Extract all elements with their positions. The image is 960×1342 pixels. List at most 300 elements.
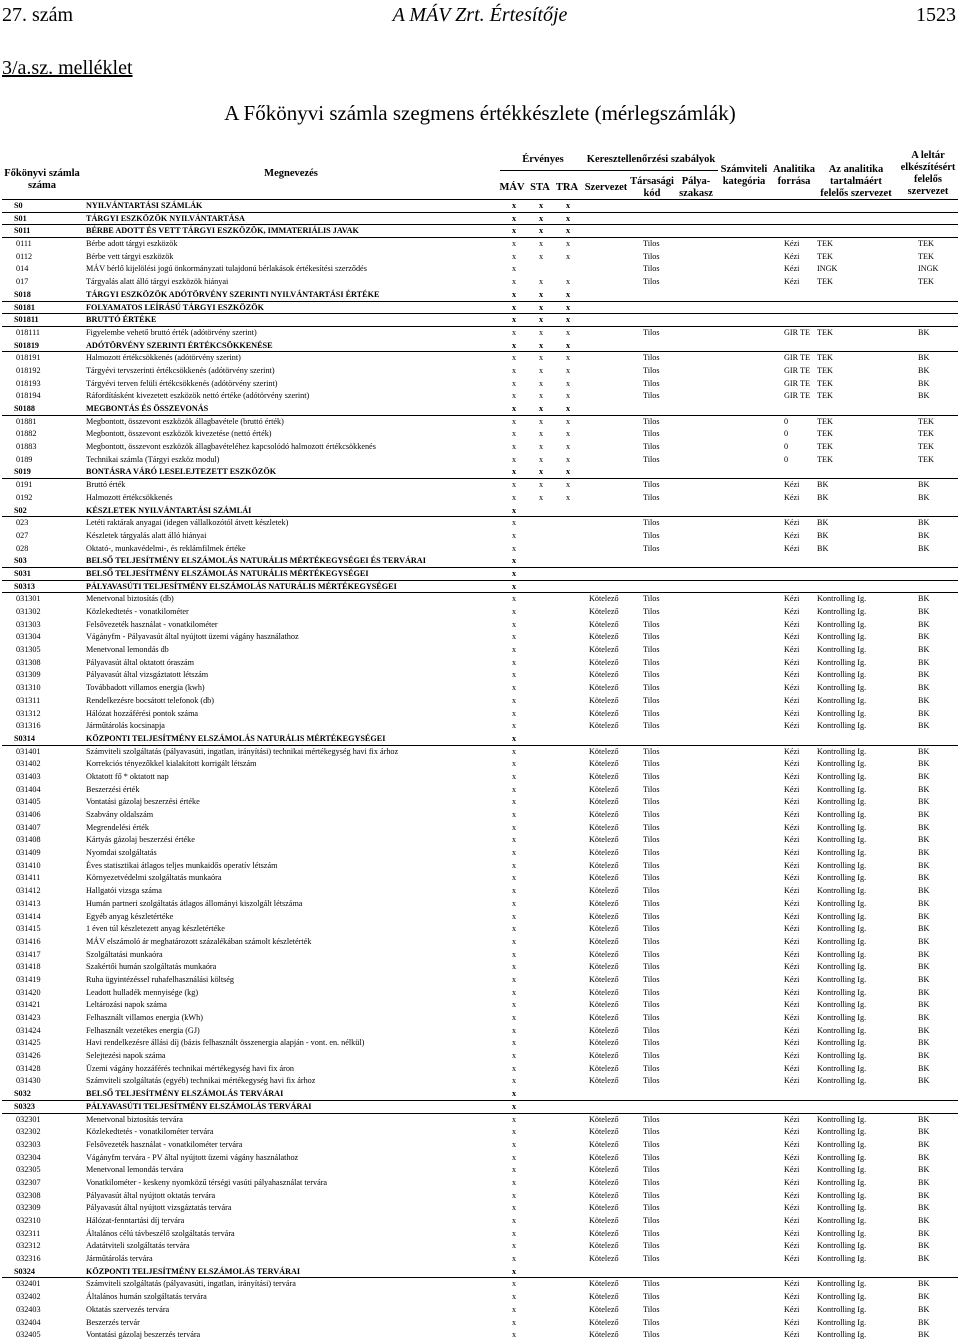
cell-code: S0 — [14, 201, 23, 210]
cell-forras: Kézi — [784, 1063, 800, 1073]
cell-name: Járműtárolás tervára — [86, 1254, 153, 1264]
cell-tars: Tilos — [643, 518, 660, 528]
cell-mav: x — [512, 670, 517, 680]
cell-forras: GIR TE — [784, 327, 811, 337]
cell-leltar: BK — [918, 860, 930, 870]
cell-anal: Kontrolling Ig. — [817, 1304, 867, 1314]
table-section-row — [0, 733, 960, 746]
cell-mav: x — [512, 480, 517, 490]
cell-leltar: BK — [918, 708, 930, 718]
cell-mav: x — [512, 733, 517, 743]
table-row — [0, 1139, 960, 1152]
cell-mav: x — [512, 962, 517, 972]
cell-mav: x — [512, 277, 517, 287]
cell-leltar: BK — [918, 1241, 930, 1251]
cell-leltar: BK — [918, 1292, 930, 1302]
cell-forras: 0 — [784, 416, 789, 426]
cell-leltar: BK — [918, 518, 930, 528]
cell-leltar: BK — [918, 822, 930, 832]
cell-tars: Tilos — [643, 480, 660, 490]
cell-name: Éves statisztikai átlagos teljes munkaidős operatív létszám — [86, 860, 278, 870]
table-row — [0, 606, 960, 619]
cell-mav: x — [512, 936, 517, 946]
cell-code: 031411 — [16, 873, 41, 883]
cell-sta: x — [539, 480, 544, 490]
cell-name: Nyomdai szolgáltatás — [86, 848, 157, 858]
cell-code: 031403 — [16, 771, 41, 781]
cell-tra: x — [566, 315, 571, 325]
cell-name: Leadott hulladék mennyisége (kg) — [86, 987, 199, 997]
table-row — [0, 352, 960, 365]
cell-leltar: BK — [918, 607, 930, 616]
cell-leltar: BK — [918, 1165, 930, 1175]
cell-mav: x — [512, 1317, 517, 1327]
cell-anal: Kontrolling Ig. — [817, 657, 867, 667]
cell-mav: x — [512, 454, 517, 464]
cell-code: 014 — [16, 264, 29, 274]
cell-forras: Kézi — [784, 746, 800, 756]
cell-name: KÖZPONTI TELJESÍTMÉNY ELSZÁMOLÁS TERVÁRAI — [86, 1266, 301, 1276]
table-row — [0, 454, 960, 467]
cell-tars: Tilos — [643, 1013, 660, 1022]
cell-forras: Kézi — [784, 962, 800, 972]
cell-tars: Tilos — [643, 645, 660, 655]
cell-mav: x — [512, 721, 517, 731]
cell-code: S0313 — [14, 581, 35, 591]
cell-name: Oktatás szervezés tervára — [86, 1304, 170, 1314]
cell-sta: x — [539, 467, 544, 477]
table-section-row — [0, 340, 960, 353]
cell-szerv: Kötelező — [589, 848, 619, 858]
cell-name: Szolgáltatási munkaóra — [86, 949, 163, 959]
cell-mav: x — [512, 898, 517, 908]
cell-tars: Tilos — [643, 759, 660, 769]
cell-anal: TEK — [817, 454, 833, 464]
cell-code: 018191 — [16, 353, 41, 363]
cell-mav: x — [512, 759, 517, 769]
cell-tra: x — [566, 404, 571, 413]
cell-leltar: BK — [918, 543, 930, 553]
cell-leltar: TEK — [918, 251, 934, 261]
cell-code: S031 — [14, 568, 31, 578]
cell-anal: TEK — [817, 327, 833, 337]
cell-leltar: BK — [918, 1063, 930, 1073]
table-row — [0, 416, 960, 429]
cell-code: 032309 — [16, 1203, 41, 1213]
cell-mav: x — [512, 1190, 517, 1200]
cell-leltar: BK — [918, 924, 930, 934]
cell-code: 031311 — [16, 695, 41, 705]
cell-code: 031413 — [16, 898, 41, 908]
cell-code: 032312 — [16, 1241, 41, 1251]
cell-mav: x — [512, 695, 517, 705]
cell-mav: x — [512, 442, 517, 452]
table-row — [0, 784, 960, 797]
table-row — [0, 1240, 960, 1253]
cell-code: 031310 — [16, 683, 41, 693]
cell-tars: Tilos — [643, 429, 660, 439]
cell-code: 01883 — [16, 442, 37, 452]
table-section-row — [0, 403, 960, 416]
cell-forras: Kézi — [784, 1228, 800, 1238]
cell-code: 031425 — [16, 1038, 41, 1048]
cell-leltar: BK — [918, 632, 930, 642]
table-row — [0, 860, 960, 873]
table-row — [0, 1012, 960, 1025]
cell-leltar: BK — [918, 1330, 930, 1340]
cell-mav: x — [512, 1216, 517, 1225]
table-row — [0, 796, 960, 809]
cell-szerv: Kötelező — [589, 619, 619, 629]
cell-tars: Tilos — [643, 1038, 660, 1048]
cell-tars: Tilos — [643, 670, 660, 680]
cell-name: Megbontott, összevont eszközök kivezetése (nettó érték) — [86, 429, 272, 439]
cell-sta: x — [539, 492, 544, 502]
cell-szerv: Kötelező — [589, 1025, 619, 1035]
cell-mav: x — [512, 1177, 517, 1187]
cell-szerv: Kötelező — [589, 1127, 619, 1137]
cell-forras: Kézi — [784, 683, 800, 693]
cell-tars: Tilos — [643, 264, 660, 274]
cell-anal: Kontrolling Ig. — [817, 898, 867, 908]
cell-sta: x — [539, 442, 544, 452]
cell-leltar: BK — [918, 1038, 930, 1048]
cell-mav: x — [512, 1076, 517, 1086]
cell-code: 031409 — [16, 848, 41, 858]
cell-tars: Tilos — [643, 239, 660, 249]
cell-szerv: Kötelező — [589, 1000, 619, 1010]
cell-name: MEGBONTÁS ÉS ÖSSZEVONÁS — [86, 404, 209, 413]
cell-code: 023 — [16, 518, 29, 528]
cell-name: Technikai számla (Tárgyi eszköz modul) — [86, 454, 220, 464]
cell-anal: Kontrolling Ig. — [817, 1152, 867, 1162]
cell-leltar: BK — [918, 391, 930, 401]
cell-tars: Tilos — [643, 695, 660, 705]
cell-anal: Kontrolling Ig. — [817, 1139, 867, 1149]
cell-code: S011 — [14, 226, 31, 236]
table-section-row — [0, 1101, 960, 1114]
cell-szerv: Kötelező — [589, 1203, 619, 1213]
cell-name: Továbbadott villamos energia (kwh) — [86, 683, 205, 693]
col-header-megnevezes: Megnevezés — [264, 168, 318, 179]
table-row — [0, 1063, 960, 1076]
cell-leltar: BK — [918, 1025, 930, 1035]
table-row — [0, 682, 960, 695]
table-row — [0, 619, 960, 632]
table-row — [0, 1317, 960, 1330]
cell-name: Készletek tárgyalás alatt álló hiányai — [86, 530, 207, 540]
cell-szerv: Kötelező — [589, 632, 619, 642]
cell-forras: Kézi — [784, 936, 800, 946]
table-row — [0, 974, 960, 987]
table-row — [0, 441, 960, 454]
table-row — [0, 1025, 960, 1038]
cell-forras: Kézi — [784, 1076, 800, 1086]
cell-anal: Kontrolling Ig. — [817, 1190, 867, 1200]
table-row — [0, 238, 960, 251]
col-header-kereszt: Keresztellenőrzési szabályok — [586, 154, 716, 165]
cell-name: Pályavasút által oktatott óraszám — [86, 657, 194, 667]
cell-forras: Kézi — [784, 492, 800, 502]
cell-code: 032308 — [16, 1190, 41, 1200]
cell-leltar: TEK — [918, 442, 934, 452]
cell-forras: Kézi — [784, 251, 800, 261]
table-row — [0, 657, 960, 670]
cell-anal: Kontrolling Ig. — [817, 1076, 867, 1086]
cell-forras: Kézi — [784, 1139, 800, 1149]
cell-szerv: Kötelező — [589, 708, 619, 718]
cell-tars: Tilos — [643, 962, 660, 972]
cell-mav: x — [512, 1152, 517, 1162]
table-row — [0, 1215, 960, 1228]
cell-mav: x — [512, 518, 517, 528]
cell-forras: 0 — [784, 454, 789, 464]
cell-tars: Tilos — [643, 1114, 660, 1124]
cell-tars: Tilos — [643, 974, 660, 984]
cell-code: 031418 — [16, 962, 41, 972]
table-row — [0, 1228, 960, 1241]
cell-code: S0323 — [14, 1101, 35, 1111]
cell-code: S0188 — [14, 404, 35, 413]
cell-anal: Kontrolling Ig. — [817, 1165, 867, 1175]
table-row — [0, 746, 960, 759]
cell-tra: x — [566, 378, 571, 388]
cell-anal: Kontrolling Ig. — [817, 784, 867, 794]
table-row — [0, 1278, 960, 1291]
cell-name: Tárgyévi terven felüli értékcsökkenés (adótörvény szerint) — [86, 378, 278, 388]
cell-szerv: Kötelező — [589, 835, 619, 845]
cell-forras: Kézi — [784, 1190, 800, 1200]
cell-name: Felhasznált villamos energia (kWh) — [86, 1013, 203, 1022]
col-header-ervenyes: Érvényes — [522, 154, 564, 165]
cell-name: Korrekciós tényezőkkel kialakított korrigált létszám — [86, 759, 257, 769]
table-section-row — [0, 568, 960, 581]
table-row — [0, 949, 960, 962]
cell-name: KÖZPONTI TELJESÍTMÉNY ELSZÁMOLÁS NATURÁLIS MÉRTÉKEGYSÉGEI — [86, 733, 386, 743]
cell-sta: x — [539, 353, 544, 363]
table-row — [0, 885, 960, 898]
cell-szerv: Kötelező — [589, 683, 619, 693]
cell-code: 031426 — [16, 1051, 41, 1061]
cell-mav: x — [512, 1203, 517, 1213]
cell-name: Szakértői humán szolgáltatás munkaóra — [86, 962, 217, 972]
col-header-mav: MÁV — [499, 182, 525, 193]
cell-szerv: Kötelező — [589, 670, 619, 680]
cell-name: PÁLYAVASÚTI TELJESÍTMÉNY ELSZÁMOLÁS TERVÁRAI — [86, 1101, 312, 1111]
cell-forras: Kézi — [784, 987, 800, 997]
cell-name: BONTÁSRA VÁRÓ LESELEJTEZETT ESZKÖZÖK — [86, 467, 277, 477]
table-row — [0, 936, 960, 949]
cell-anal: Kontrolling Ig. — [817, 1114, 867, 1124]
cell-mav: x — [512, 467, 517, 477]
cell-leltar: BK — [918, 1076, 930, 1086]
cell-code: 031304 — [16, 632, 41, 642]
cell-leltar: BK — [918, 974, 930, 984]
cell-szerv: Kötelező — [589, 1241, 619, 1251]
cell-code: 0112 — [16, 251, 33, 261]
table-row — [0, 872, 960, 885]
cell-anal: Kontrolling Ig. — [817, 962, 867, 972]
cell-leltar: TEK — [918, 416, 934, 426]
cell-code: 031420 — [16, 987, 41, 997]
cell-code: 032304 — [16, 1152, 41, 1162]
cell-anal: Kontrolling Ig. — [817, 911, 867, 921]
cell-leltar: BK — [918, 949, 930, 959]
cell-szerv: Kötelező — [589, 949, 619, 959]
cell-leltar: BK — [918, 480, 930, 490]
table-row — [0, 847, 960, 860]
cell-mav: x — [512, 873, 517, 883]
cell-mav: x — [512, 683, 517, 693]
cell-code: 032303 — [16, 1139, 41, 1149]
cell-leltar: TEK — [918, 277, 934, 287]
cell-anal: Kontrolling Ig. — [817, 632, 867, 642]
cell-anal: Kontrolling Ig. — [817, 771, 867, 781]
cell-tars: Tilos — [643, 543, 660, 553]
cell-mav: x — [512, 1266, 517, 1276]
cell-tra: x — [566, 239, 571, 249]
cell-anal: Kontrolling Ig. — [817, 860, 867, 870]
cell-leltar: BK — [918, 1000, 930, 1010]
cell-code: 031312 — [16, 708, 41, 718]
col-header-sta: STA — [530, 182, 550, 193]
cell-anal: Kontrolling Ig. — [817, 1330, 867, 1340]
cell-anal: BK — [817, 480, 829, 490]
cell-anal: Kontrolling Ig. — [817, 974, 867, 984]
cell-name: Bérbe vett tárgyi eszközök — [86, 251, 174, 261]
cell-szerv: Kötelező — [589, 1279, 619, 1289]
table-section-row — [0, 1266, 960, 1279]
cell-anal: Kontrolling Ig. — [817, 1025, 867, 1035]
cell-forras: Kézi — [784, 784, 800, 794]
cell-mav: x — [512, 1013, 517, 1022]
cell-code: S032 — [14, 1089, 31, 1099]
cell-name: Figyelembe vehető bruttó érték (adótörvény szerint) — [86, 327, 257, 337]
cell-code: 031405 — [16, 797, 41, 807]
table-row — [0, 327, 960, 340]
cell-code: S01 — [14, 213, 27, 223]
cell-tra: x — [566, 289, 571, 299]
cell-name: Vontatási gázolaj beszerzési értéke — [86, 797, 200, 807]
cell-tra: x — [566, 454, 571, 464]
cell-code: 017 — [16, 277, 29, 287]
cell-anal: Kontrolling Ig. — [817, 873, 867, 883]
cell-anal: Kontrolling Ig. — [817, 822, 867, 832]
cell-code: 031301 — [16, 594, 41, 604]
cell-name: Oktató-, munkavédelmi-, és reklámfilmek értéke — [86, 543, 246, 553]
cell-code: S018 — [14, 289, 31, 299]
cell-tars: Tilos — [643, 1025, 660, 1035]
cell-leltar: BK — [918, 1279, 930, 1289]
cell-code: S01819 — [14, 340, 40, 350]
cell-tars: Tilos — [643, 822, 660, 832]
cell-tars: Tilos — [643, 353, 660, 363]
cell-anal: TEK — [817, 365, 833, 375]
cell-forras: GIR TE — [784, 353, 811, 363]
cell-code: 032305 — [16, 1165, 41, 1175]
cell-mav: x — [512, 1114, 517, 1124]
cell-leltar: BK — [918, 886, 930, 896]
cell-sta: x — [539, 416, 544, 426]
cell-anal: Kontrolling Ig. — [817, 1013, 867, 1022]
cell-mav: x — [512, 1165, 517, 1175]
cell-szerv: Kötelező — [589, 1013, 619, 1022]
cell-mav: x — [512, 416, 517, 426]
cell-tars: Tilos — [643, 1292, 660, 1302]
cell-forras: Kézi — [784, 924, 800, 934]
cell-code: S0324 — [14, 1266, 35, 1276]
cell-name: Általános célú távbeszélő szolgáltatás tervára — [86, 1228, 235, 1238]
cell-name: Számviteli szolgáltatás (egyéb) technikai mértékegység havi fix árhoz — [86, 1076, 316, 1086]
cell-szerv: Kötelező — [589, 695, 619, 705]
col-header-analitika-forras: Analitika forrása — [772, 164, 815, 187]
cell-mav: x — [512, 924, 517, 934]
cell-mav: x — [512, 860, 517, 870]
cell-leltar: BK — [918, 936, 930, 946]
cell-name: Felsővezeték használat - vonatkilométer tervára — [86, 1139, 243, 1149]
cell-anal: Kontrolling Ig. — [817, 886, 867, 896]
table-row — [0, 378, 960, 391]
cell-mav: x — [512, 1063, 517, 1073]
cell-leltar: INGK — [918, 264, 939, 274]
cell-leltar: BK — [918, 645, 930, 655]
cell-anal: Kontrolling Ig. — [817, 721, 867, 731]
table-row — [0, 1164, 960, 1177]
cell-mav: x — [512, 264, 517, 274]
cell-tra: x — [566, 365, 571, 375]
cell-szerv: Kötelező — [589, 1254, 619, 1264]
cell-code: 032311 — [16, 1228, 41, 1238]
cell-tra: x — [566, 226, 571, 236]
cell-leltar: BK — [918, 327, 930, 337]
cell-anal: Kontrolling Ig. — [817, 1254, 867, 1264]
cell-mav: x — [512, 708, 517, 718]
cell-forras: Kézi — [784, 886, 800, 896]
cell-mav: x — [512, 1279, 517, 1289]
table-row — [0, 390, 960, 403]
cell-mav: x — [512, 657, 517, 667]
cell-sta: x — [539, 251, 544, 261]
cell-mav: x — [512, 987, 517, 997]
table-row — [0, 263, 960, 276]
cell-tars: Tilos — [643, 835, 660, 845]
cell-sta: x — [539, 201, 544, 210]
cell-szerv: Kötelező — [589, 1228, 619, 1238]
cell-anal: Kontrolling Ig. — [817, 810, 867, 819]
cell-tars: Tilos — [643, 619, 660, 629]
cell-leltar: BK — [918, 1051, 930, 1061]
cell-mav: x — [512, 1089, 517, 1099]
cell-leltar: TEK — [918, 239, 934, 249]
cell-forras: Kézi — [784, 264, 800, 274]
cell-mav: x — [512, 543, 517, 553]
cell-tars: Tilos — [643, 924, 660, 934]
cell-szerv: Kötelező — [589, 924, 619, 934]
cell-forras: Kézi — [784, 530, 800, 540]
cell-name: Menetvonal biztosítás tervára — [86, 1114, 183, 1124]
cell-leltar: BK — [918, 378, 930, 388]
table-row — [0, 898, 960, 911]
table-row — [0, 695, 960, 708]
cell-tars: Tilos — [643, 784, 660, 794]
table-row — [0, 492, 960, 505]
cell-mav: x — [512, 353, 517, 363]
cell-name: TÁRGYI ESZKÖZÖK ADÓTÖRVÉNY SZERINTI NYILVÁNTARTÁSI ÉRTÉKE — [86, 289, 380, 299]
cell-anal: Kontrolling Ig. — [817, 949, 867, 959]
cell-anal: Kontrolling Ig. — [817, 746, 867, 756]
cell-code: 031430 — [16, 1076, 41, 1086]
cell-name: Bérbe adott tárgyi eszközök — [86, 239, 178, 249]
